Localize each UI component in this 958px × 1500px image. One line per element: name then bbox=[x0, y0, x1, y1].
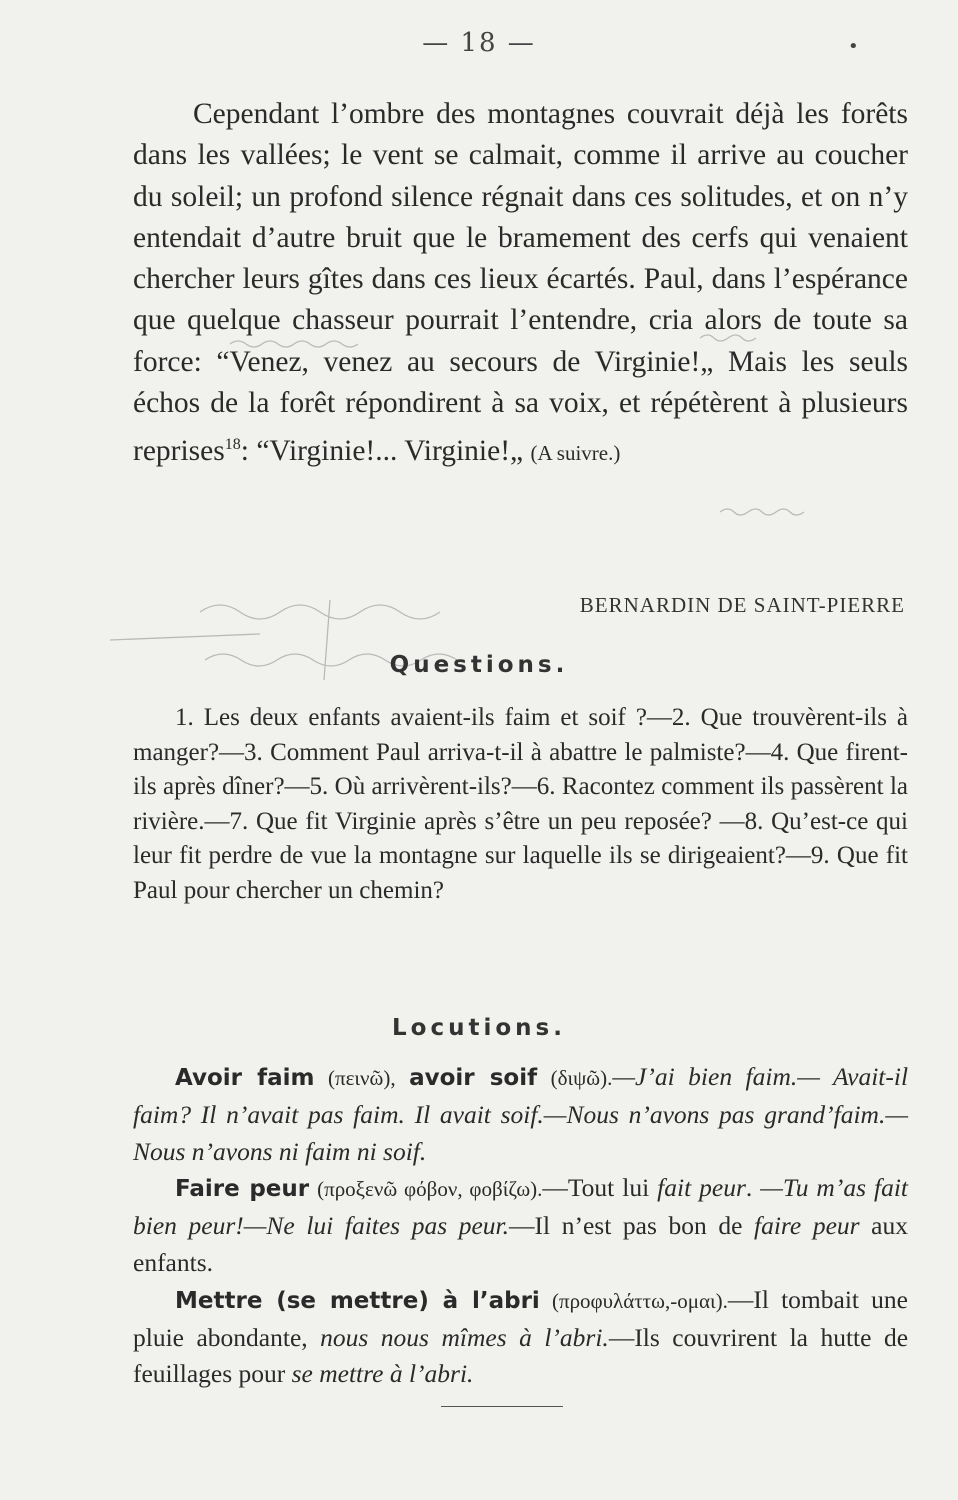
locutions-heading: Locutions. bbox=[392, 1015, 566, 1041]
locution-abri bbox=[133, 1282, 908, 1393]
greek-translation: (προφυλάττω,-ομαι). bbox=[551, 1288, 728, 1313]
ink-mark: • bbox=[848, 36, 859, 57]
locution-term: Faire peur bbox=[175, 1176, 310, 1203]
locutions-list bbox=[133, 1059, 908, 1393]
example-text: —Il tombait une pluie abondante, bbox=[133, 1284, 908, 1352]
questions-list bbox=[133, 701, 908, 908]
locution-faim-soif bbox=[133, 1059, 908, 1170]
questions-heading: Questions. bbox=[389, 652, 569, 678]
passage-end: : “Virginie!... Virginie!„ bbox=[240, 435, 524, 468]
example-italic: nous nous mîmes à l’abri. bbox=[320, 1322, 609, 1352]
author-name: BERNARDIN DE SAINT-PIERRE bbox=[579, 593, 905, 617]
passage-text: Cependant l’ombre des montagnes couvrait déjà les forêts dans les vallées; le vent se calmait, comme il arrive au coucher du soleil; un profond silence régnait dans ces solitudes, et on n’y entendait d’autre bruit que le bramement des cerfs qui venaient chercher leurs gîtes dans ces lieux écartés. Paul, dans l’espérance que quelque chasseur pourrait l’entendre, cria alors de toute sa force: “Venez, venez au secours de Virginie!„ Mais les seuls échos de la forêt répondirent à sa voix, et répétèrent à plusieurs reprises bbox=[133, 98, 908, 468]
locution-term: Avoir faim bbox=[175, 1065, 315, 1091]
locution-term: avoir soif bbox=[409, 1065, 538, 1091]
example-italic: se mettre à l’abri. bbox=[291, 1359, 474, 1389]
locution-examples: —J’ai bien faim.— Avait-il faim? Il n’avait pas faim. Il avait soif.—Nous n’avons pas grand’faim.—Nous n’avons ni faim ni soif. bbox=[133, 1062, 909, 1166]
page-number: — 18 — bbox=[422, 28, 536, 58]
footnote-mark: 18 bbox=[224, 436, 241, 454]
to-be-continued: (A suivre.) bbox=[530, 441, 621, 466]
example-italic: fait peur bbox=[657, 1173, 746, 1203]
greek-translation: (διψῶ). bbox=[550, 1066, 613, 1090]
example-text: —Ils couvrirent la hutte de feuillages pour bbox=[133, 1322, 909, 1389]
questions-text: 1. Les deux enfants avaient-ils faim et soif ?—2. Que trouvèrent-ils à manger?—3. Comment Paul arriva-t-il à abattre le palmiste?—4. Que firent-ils après dîner?—5. Où arrivèrent-ils?—6. Racontez comment ils passèrent la rivière.—7. Que fit Virginie après s’être un peu reposée? —8. Qu’est-ce qui leur fit perdre de vue la montagne sur laquelle ils se dirigeaient?—9. Que fit Paul pour chercher un chemin? bbox=[133, 704, 908, 904]
greek-translation: (προξενῶ φόβον, φοβίζω). bbox=[317, 1177, 543, 1202]
example-italic: faire peur bbox=[754, 1211, 860, 1241]
example-text: aux enfants. bbox=[133, 1211, 908, 1277]
pencil-annotations bbox=[0, 0, 958, 720]
locution-term: Mettre (se mettre) à l’abri bbox=[175, 1287, 540, 1314]
locution-faire-peur bbox=[133, 1170, 908, 1281]
example-text: —Tout lui bbox=[542, 1173, 658, 1203]
example-italic: —Tu m’as fait bien peur!—Ne lui faites pas peur. bbox=[133, 1173, 908, 1241]
example-text: —Il n’est pas bon de bbox=[509, 1211, 754, 1241]
example-text: . bbox=[745, 1173, 753, 1203]
greek-translation: (πεινῶ), bbox=[327, 1066, 396, 1090]
closing-rule bbox=[441, 1406, 563, 1407]
